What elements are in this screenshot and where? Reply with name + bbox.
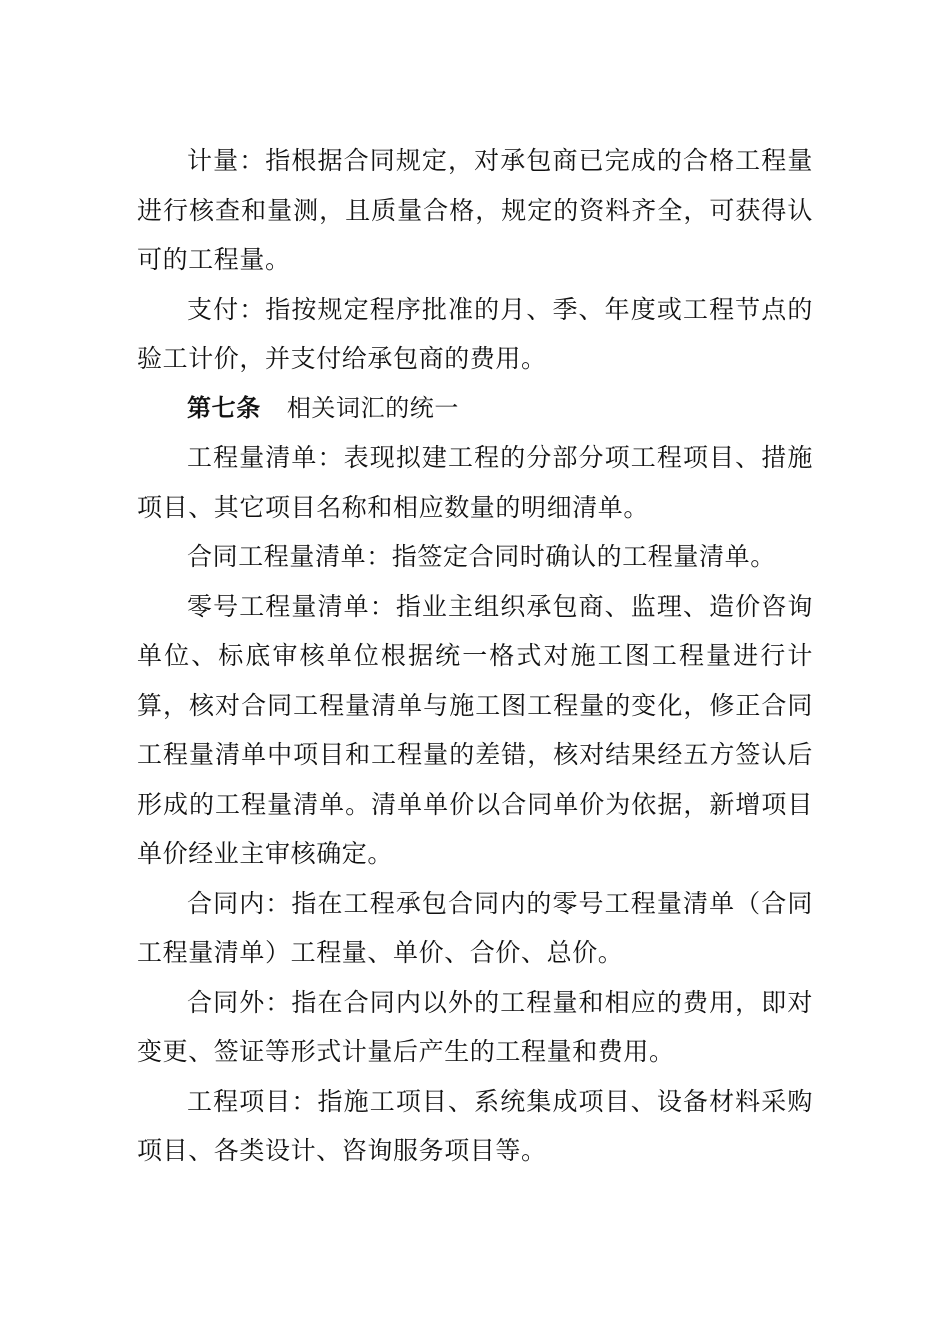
paragraph-contract-bill: 合同工程量清单：指签定合同时确认的工程量清单。 <box>187 542 776 571</box>
paragraph-project-items: 工程项目：指施工项目、系统集成项目、设备材料采购项目、各类设计、咨询服务项目等。 <box>137 1086 813 1165</box>
paragraph-payment: 支付：指按规定程序批准的月、季、年度或工程节点的验工计价，并支付给承包商的费用。 <box>137 294 813 373</box>
paragraph-within-contract: 合同内：指在工程承包合同内的零号工程量清单（合同工程量清单）工程量、单价、合价、总价。 <box>137 888 813 967</box>
paragraph-measurement: 计量：指根据合同规定，对承包商已完成的合格工程量进行核查和量测，且质量合格，规定的资料齐全，可获得认可的工程量。 <box>137 146 813 274</box>
paragraph-outside-contract: 合同外：指在合同内以外的工程量和相应的费用，即对变更、签证等形式计量后产生的工程量和费用。 <box>137 987 813 1066</box>
paragraph-zero-bill: 零号工程量清单：指业主组织承包商、监理、造价咨询单位、标底审核单位根据统一格式对施工图工程量进行计算，核对合同工程量清单与施工图工程量的变化，修正合同工程量清单中项目和工程量的差错，核对结果经五方签认后形成的工程量清单。清单单价以合同单价为依据，新增项目单价经业主审核确定。 <box>137 591 813 868</box>
article-title: 相关词汇的统一 <box>286 393 460 422</box>
paragraph-bill-of-quantities: 工程量清单：表现拟建工程的分部分项工程项目、措施项目、其它项目名称和相应数量的明细清单。 <box>137 443 813 522</box>
document-body <box>137 136 813 1176</box>
article-heading <box>137 384 813 434</box>
article-number: 第七条 <box>187 393 261 422</box>
